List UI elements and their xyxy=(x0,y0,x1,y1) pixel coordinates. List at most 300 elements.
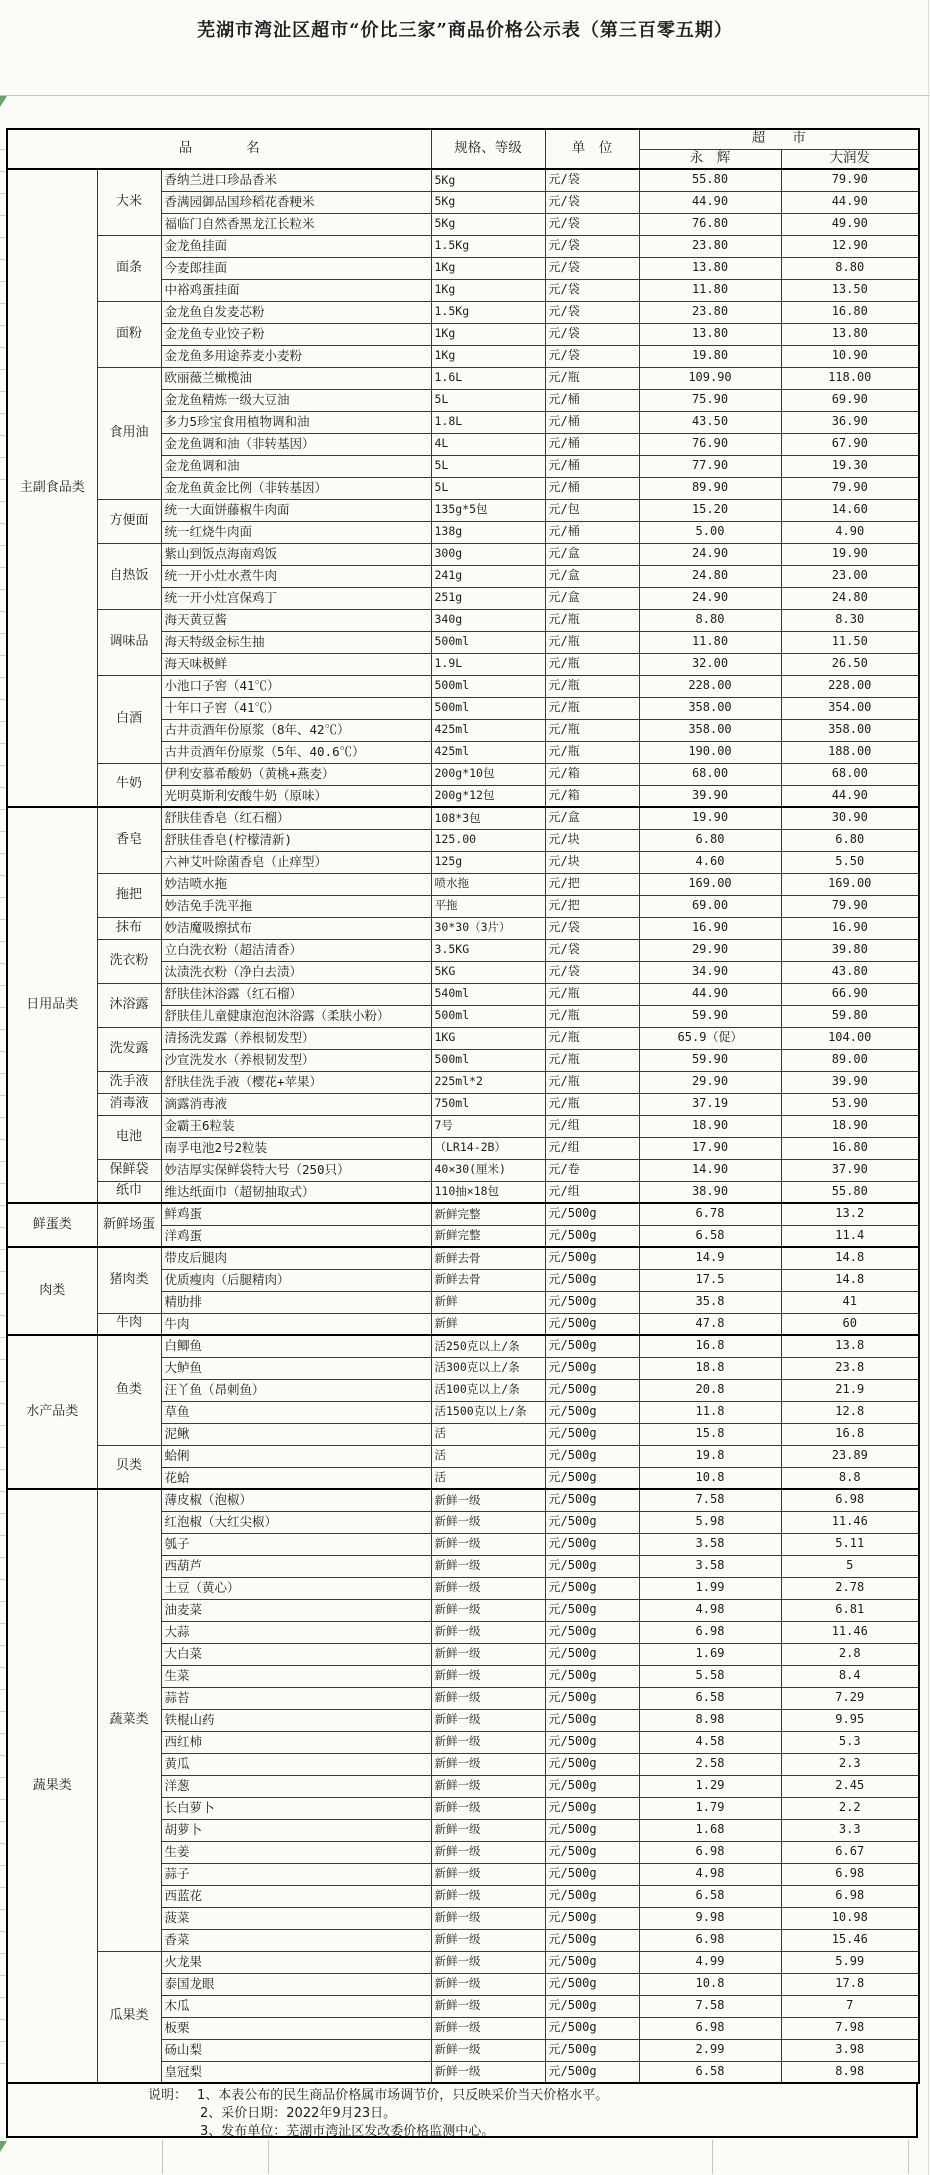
header-row-1 xyxy=(7,129,919,149)
price-cell-darunfa: 16.80 xyxy=(781,1137,919,1159)
price-cell-yonghui: 11.8 xyxy=(639,1401,781,1423)
price-cell-yonghui: 29.90 xyxy=(639,939,781,961)
spec-cell: 340g xyxy=(431,609,545,631)
notes-block xyxy=(6,2082,918,2138)
price-cell-darunfa: 39.90 xyxy=(781,1071,919,1093)
item-name-cell: 瓠子 xyxy=(161,1533,431,1555)
spec-cell: 750ml xyxy=(431,1093,545,1115)
item-name-cell: 妙洁喷水拖 xyxy=(161,873,431,895)
price-cell-yonghui: 14.90 xyxy=(639,1159,781,1181)
price-cell-yonghui: 59.90 xyxy=(639,1005,781,1027)
price-cell-yonghui: 19.80 xyxy=(639,345,781,367)
item-name-cell: 金龙鱼自发麦芯粉 xyxy=(161,301,431,323)
price-cell-yonghui: 15.20 xyxy=(639,499,781,521)
unit-cell: 元/盒 xyxy=(545,565,639,587)
price-cell-yonghui: 6.98 xyxy=(639,1841,781,1863)
unit-cell: 元/桶 xyxy=(545,433,639,455)
green-corner-mark xyxy=(0,96,7,107)
unit-cell: 元/瓶 xyxy=(545,983,639,1005)
spec-cell: 500ml xyxy=(431,1049,545,1071)
price-cell-yonghui: 17.5 xyxy=(639,1269,781,1291)
subcategory-cell: 贝类 xyxy=(97,1445,161,1489)
spec-cell: 新鲜一级 xyxy=(431,1489,545,1511)
header-store-darunfa: 大润发 xyxy=(781,149,919,169)
unit-cell: 元/盒 xyxy=(545,807,639,829)
subcategory-cell: 蔬菜类 xyxy=(97,1489,161,1951)
subcategory-cell: 抹布 xyxy=(97,917,161,939)
spec-cell: 新鲜一级 xyxy=(431,1995,545,2017)
price-cell-yonghui: 5.00 xyxy=(639,521,781,543)
spec-cell: 241g xyxy=(431,565,545,587)
unit-cell: 元/瓶 xyxy=(545,1027,639,1049)
price-cell-darunfa: 9.95 xyxy=(781,1709,919,1731)
price-cell-darunfa: 36.90 xyxy=(781,411,919,433)
price-cell-darunfa: 44.90 xyxy=(781,785,919,807)
unit-cell: 元/500g xyxy=(545,1489,639,1511)
item-name-cell: 汰渍洗衣粉（净白去渍） xyxy=(161,961,431,983)
table-row xyxy=(7,301,919,323)
item-name-cell: 统一大面饼藤椒牛肉面 xyxy=(161,499,431,521)
price-cell-yonghui: 77.90 xyxy=(639,455,781,477)
unit-cell: 元/500g xyxy=(545,1423,639,1445)
price-cell-darunfa: 79.90 xyxy=(781,895,919,917)
table-row xyxy=(7,1445,919,1467)
item-name-cell: 清扬洗发露（养根韧发型） xyxy=(161,1027,431,1049)
item-name-cell: 舒肤佳香皂(柠檬清新) xyxy=(161,829,431,851)
price-cell-yonghui: 3.58 xyxy=(639,1555,781,1577)
unit-cell: 元/袋 xyxy=(545,323,639,345)
unit-cell: 元/袋 xyxy=(545,213,639,235)
item-name-cell: 薄皮椒（泡椒） xyxy=(161,1489,431,1511)
price-cell-darunfa: 15.46 xyxy=(781,1929,919,1951)
price-cell-darunfa: 8.8 xyxy=(781,1467,919,1489)
item-name-cell: 海天特级金标生抽 xyxy=(161,631,431,653)
price-cell-yonghui: 29.90 xyxy=(639,1071,781,1093)
table-row xyxy=(7,1951,919,1973)
price-cell-darunfa: 2.8 xyxy=(781,1643,919,1665)
price-cell-darunfa: 3.98 xyxy=(781,2039,919,2061)
price-cell-darunfa: 23.8 xyxy=(781,1357,919,1379)
unit-cell: 元/盒 xyxy=(545,587,639,609)
price-cell-yonghui: 4.98 xyxy=(639,1863,781,1885)
price-cell-darunfa: 16.90 xyxy=(781,917,919,939)
item-name-cell: 汪丫鱼（昂刺鱼） xyxy=(161,1379,431,1401)
item-name-cell: 立白洗衣粉（超洁清香） xyxy=(161,939,431,961)
spec-cell: 活1500克以上/条 xyxy=(431,1401,545,1423)
subcategory-cell: 电池 xyxy=(97,1115,161,1159)
spec-cell: 新鲜一级 xyxy=(431,1929,545,1951)
price-cell-darunfa: 11.50 xyxy=(781,631,919,653)
item-name-cell: 香菜 xyxy=(161,1929,431,1951)
price-cell-yonghui: 44.90 xyxy=(639,983,781,1005)
price-cell-yonghui: 8.80 xyxy=(639,609,781,631)
price-cell-yonghui: 24.80 xyxy=(639,565,781,587)
sheet-row-divider xyxy=(0,95,930,96)
price-cell-darunfa: 12.8 xyxy=(781,1401,919,1423)
price-cell-yonghui: 1.68 xyxy=(639,1819,781,1841)
item-name-cell: 统一开小灶宫保鸡丁 xyxy=(161,587,431,609)
price-cell-yonghui: 6.58 xyxy=(639,1687,781,1709)
item-name-cell: 香满园御品国珍稻花香粳米 xyxy=(161,191,431,213)
price-cell-darunfa: 6.98 xyxy=(781,1863,919,1885)
price-cell-darunfa: 5.3 xyxy=(781,1731,919,1753)
spec-cell: 活 xyxy=(431,1445,545,1467)
unit-cell: 元/桶 xyxy=(545,477,639,499)
unit-cell: 元/500g xyxy=(545,1533,639,1555)
unit-cell: 元/桶 xyxy=(545,389,639,411)
spec-cell: 新鲜一级 xyxy=(431,2061,545,2083)
unit-cell: 元/500g xyxy=(545,1995,639,2017)
note-line: 2、采价日期：2022年9月23日。 xyxy=(200,2106,397,2121)
price-cell-yonghui: 23.80 xyxy=(639,301,781,323)
unit-cell: 元/500g xyxy=(545,1797,639,1819)
price-cell-darunfa: 4.90 xyxy=(781,521,919,543)
item-name-cell: 生姜 xyxy=(161,1841,431,1863)
item-name-cell: 金龙鱼专业饺子粉 xyxy=(161,323,431,345)
spec-cell: 5Kg xyxy=(431,191,545,213)
item-name-cell: 欧丽薇兰橄榄油 xyxy=(161,367,431,389)
item-name-cell: 西红柿 xyxy=(161,1731,431,1753)
spec-cell: 新鲜一级 xyxy=(431,1665,545,1687)
item-name-cell: 伊利安慕希酸奶（黄桃+燕麦） xyxy=(161,763,431,785)
subcategory-cell: 沐浴露 xyxy=(97,983,161,1027)
spec-cell: 5L xyxy=(431,477,545,499)
price-cell-yonghui: 7.58 xyxy=(639,1995,781,2017)
table-row xyxy=(7,499,919,521)
table-row xyxy=(7,873,919,895)
spec-cell: 活300克以上/条 xyxy=(431,1357,545,1379)
green-corner-mark xyxy=(0,2141,7,2152)
table-row xyxy=(7,1115,919,1137)
unit-cell: 元/500g xyxy=(545,1247,639,1269)
price-cell-yonghui: 6.58 xyxy=(639,1225,781,1247)
table-row xyxy=(7,1247,919,1269)
item-name-cell: 花蛤 xyxy=(161,1467,431,1489)
price-cell-yonghui: 4.99 xyxy=(639,1951,781,1973)
item-name-cell: 光明莫斯利安酸牛奶（原味） xyxy=(161,785,431,807)
item-name-cell: 西葫芦 xyxy=(161,1555,431,1577)
unit-cell: 元/500g xyxy=(545,1269,639,1291)
item-name-cell: 大蒜 xyxy=(161,1621,431,1643)
price-cell-yonghui: 13.80 xyxy=(639,323,781,345)
price-cell-yonghui: 59.90 xyxy=(639,1049,781,1071)
item-name-cell: 金龙鱼黄金比例（非转基因） xyxy=(161,477,431,499)
spec-cell: （LR14-2B） xyxy=(431,1137,545,1159)
item-name-cell: 古井贡酒年份原浆（8年、42℃） xyxy=(161,719,431,741)
item-name-cell: 蒜苔 xyxy=(161,1687,431,1709)
subcategory-cell: 洗衣粉 xyxy=(97,939,161,983)
item-name-cell: 南孚电池2号2粒装 xyxy=(161,1137,431,1159)
unit-cell: 元/500g xyxy=(545,1775,639,1797)
unit-cell: 元/500g xyxy=(545,1731,639,1753)
item-name-cell: 妙洁魔吸擦拭布 xyxy=(161,917,431,939)
unit-cell: 元/500g xyxy=(545,1753,639,1775)
spec-cell: 新鲜一级 xyxy=(431,2017,545,2039)
subcategory-cell: 消毒液 xyxy=(97,1093,161,1115)
item-name-cell: 古井贡酒年份原浆（5年、40.6℃） xyxy=(161,741,431,763)
unit-cell: 元/500g xyxy=(545,1555,639,1577)
spec-cell: 新鲜一级 xyxy=(431,1753,545,1775)
header-product-name: 品 名 xyxy=(7,129,431,169)
item-name-cell: 泰国龙眼 xyxy=(161,1973,431,1995)
unit-cell: 元/瓶 xyxy=(545,1071,639,1093)
price-cell-darunfa: 18.90 xyxy=(781,1115,919,1137)
category-cell: 肉类 xyxy=(7,1247,97,1335)
spec-cell: 5L xyxy=(431,455,545,477)
item-name-cell: 金龙鱼多用途荞麦小麦粉 xyxy=(161,345,431,367)
unit-cell: 元/500g xyxy=(545,1973,639,1995)
price-cell-darunfa: 10.90 xyxy=(781,345,919,367)
price-cell-darunfa: 14.60 xyxy=(781,499,919,521)
price-cell-darunfa: 8.4 xyxy=(781,1665,919,1687)
price-cell-darunfa: 23.89 xyxy=(781,1445,919,1467)
spec-cell: 125.00 xyxy=(431,829,545,851)
price-cell-yonghui: 5.58 xyxy=(639,1665,781,1687)
price-cell-yonghui: 76.80 xyxy=(639,213,781,235)
unit-cell: 元/500g xyxy=(545,1929,639,1951)
spec-cell: 新鲜一级 xyxy=(431,1907,545,1929)
grid-stub xyxy=(908,2140,909,2174)
price-cell-darunfa: 10.98 xyxy=(781,1907,919,1929)
price-cell-yonghui: 5.98 xyxy=(639,1511,781,1533)
grid-stub xyxy=(268,2140,269,2174)
price-cell-yonghui: 89.90 xyxy=(639,477,781,499)
item-name-cell: 金龙鱼挂面 xyxy=(161,235,431,257)
price-cell-yonghui: 68.00 xyxy=(639,763,781,785)
table-row xyxy=(7,235,919,257)
price-cell-darunfa: 13.80 xyxy=(781,323,919,345)
price-cell-yonghui: 76.90 xyxy=(639,433,781,455)
table-row xyxy=(7,1159,919,1181)
item-name-cell: 洋葱 xyxy=(161,1775,431,1797)
price-cell-yonghui: 2.99 xyxy=(639,2039,781,2061)
spec-cell: 3.5KG xyxy=(431,939,545,961)
item-name-cell: 大白菜 xyxy=(161,1643,431,1665)
price-cell-yonghui: 228.00 xyxy=(639,675,781,697)
price-cell-darunfa: 11.46 xyxy=(781,1511,919,1533)
item-name-cell: 草鱼 xyxy=(161,1401,431,1423)
spec-cell: 200g*10包 xyxy=(431,763,545,785)
spec-cell: 30*30（3片） xyxy=(431,917,545,939)
item-name-cell: 金龙鱼调和油 xyxy=(161,455,431,477)
subcategory-cell: 拖把 xyxy=(97,873,161,917)
price-cell-yonghui: 1.79 xyxy=(639,1797,781,1819)
unit-cell: 元/组 xyxy=(545,1137,639,1159)
unit-cell: 元/500g xyxy=(545,1335,639,1357)
item-name-cell: 土豆（黄心） xyxy=(161,1577,431,1599)
table-row xyxy=(7,917,919,939)
price-cell-darunfa: 6.67 xyxy=(781,1841,919,1863)
spec-cell: 5L xyxy=(431,389,545,411)
price-cell-darunfa: 118.00 xyxy=(781,367,919,389)
item-name-cell: 六神艾叶除菌香皂（止痒型） xyxy=(161,851,431,873)
table-row xyxy=(7,675,919,697)
table-row xyxy=(7,939,919,961)
item-name-cell: 海天黄豆酱 xyxy=(161,609,431,631)
spec-cell: 1Kg xyxy=(431,257,545,279)
unit-cell: 元/500g xyxy=(545,1225,639,1247)
price-cell-yonghui: 10.8 xyxy=(639,1973,781,1995)
subcategory-cell: 面条 xyxy=(97,235,161,301)
spec-cell: 251g xyxy=(431,587,545,609)
spec-cell: 425ml xyxy=(431,741,545,763)
price-cell-darunfa: 13.2 xyxy=(781,1203,919,1225)
price-cell-darunfa: 23.00 xyxy=(781,565,919,587)
spec-cell: 新鲜完整 xyxy=(431,1225,545,1247)
spec-cell: 1Kg xyxy=(431,279,545,301)
price-cell-yonghui: 190.00 xyxy=(639,741,781,763)
item-name-cell: 舒肤佳沐浴露（红石榴） xyxy=(161,983,431,1005)
price-cell-yonghui: 13.80 xyxy=(639,257,781,279)
price-cell-darunfa: 354.00 xyxy=(781,697,919,719)
price-cell-darunfa: 41 xyxy=(781,1291,919,1313)
price-cell-darunfa: 67.90 xyxy=(781,433,919,455)
price-cell-darunfa: 2.2 xyxy=(781,1797,919,1819)
spec-cell: 425ml xyxy=(431,719,545,741)
unit-cell: 元/盒 xyxy=(545,543,639,565)
price-cell-yonghui: 10.8 xyxy=(639,1467,781,1489)
price-cell-yonghui: 6.80 xyxy=(639,829,781,851)
item-name-cell: 优质瘦肉（后腿精肉） xyxy=(161,1269,431,1291)
spec-cell: 1KG xyxy=(431,1027,545,1049)
price-cell-yonghui: 19.90 xyxy=(639,807,781,829)
price-cell-yonghui: 6.78 xyxy=(639,1203,781,1225)
table-row xyxy=(7,763,919,785)
unit-cell: 元/袋 xyxy=(545,235,639,257)
item-name-cell: 中裕鸡蛋挂面 xyxy=(161,279,431,301)
unit-cell: 元/500g xyxy=(545,1313,639,1335)
item-name-cell: 金龙鱼精炼一级大豆油 xyxy=(161,389,431,411)
spec-cell: 1Kg xyxy=(431,345,545,367)
price-cell-yonghui: 109.90 xyxy=(639,367,781,389)
spec-cell: 新鲜一级 xyxy=(431,1621,545,1643)
spec-cell: 新鲜一级 xyxy=(431,1951,545,1973)
price-cell-darunfa: 59.80 xyxy=(781,1005,919,1027)
price-cell-yonghui: 358.00 xyxy=(639,697,781,719)
unit-cell: 元/500g xyxy=(545,1379,639,1401)
unit-cell: 元/袋 xyxy=(545,257,639,279)
table-row xyxy=(7,1335,919,1357)
unit-cell: 元/500g xyxy=(545,1467,639,1489)
unit-cell: 元/组 xyxy=(545,1115,639,1137)
table-row xyxy=(7,1093,919,1115)
spec-cell: 新鲜一级 xyxy=(431,1775,545,1797)
price-cell-yonghui: 11.80 xyxy=(639,279,781,301)
spec-cell: 新鲜完整 xyxy=(431,1203,545,1225)
price-cell-yonghui: 8.98 xyxy=(639,1709,781,1731)
price-cell-yonghui: 32.00 xyxy=(639,653,781,675)
subcategory-cell: 牛奶 xyxy=(97,763,161,807)
price-cell-darunfa: 8.30 xyxy=(781,609,919,631)
spec-cell: 540ml xyxy=(431,983,545,1005)
spec-cell: 新鲜去骨 xyxy=(431,1247,545,1269)
price-cell-darunfa: 55.80 xyxy=(781,1181,919,1203)
spec-cell: 平拖 xyxy=(431,895,545,917)
item-name-cell: 菠菜 xyxy=(161,1907,431,1929)
price-cell-yonghui: 7.58 xyxy=(639,1489,781,1511)
item-name-cell: 带皮后腿肉 xyxy=(161,1247,431,1269)
spec-cell: 500ml xyxy=(431,1005,545,1027)
item-name-cell: 红泡椒（大红尖椒） xyxy=(161,1511,431,1533)
price-cell-yonghui: 4.98 xyxy=(639,1599,781,1621)
item-name-cell: 长白萝卜 xyxy=(161,1797,431,1819)
price-cell-darunfa: 13.50 xyxy=(781,279,919,301)
price-cell-darunfa: 14.8 xyxy=(781,1247,919,1269)
header-supermarket: 超 市 xyxy=(639,129,919,149)
item-name-cell: 十年口子窖（41℃） xyxy=(161,697,431,719)
subcategory-cell: 猪肉类 xyxy=(97,1247,161,1313)
price-cell-yonghui: 6.98 xyxy=(639,2017,781,2039)
spec-cell: 1Kg xyxy=(431,323,545,345)
price-cell-yonghui: 44.90 xyxy=(639,191,781,213)
subcategory-cell: 调味品 xyxy=(97,609,161,675)
price-cell-darunfa: 79.90 xyxy=(781,169,919,191)
unit-cell: 元/500g xyxy=(545,1951,639,1973)
item-name-cell: 维达纸面巾（超韧抽取式） xyxy=(161,1181,431,1203)
subcategory-cell: 大米 xyxy=(97,169,161,235)
unit-cell: 元/500g xyxy=(545,1511,639,1533)
price-cell-darunfa: 8.80 xyxy=(781,257,919,279)
price-cell-darunfa: 11.4 xyxy=(781,1225,919,1247)
price-cell-yonghui: 17.90 xyxy=(639,1137,781,1159)
subcategory-cell: 新鲜场蛋 xyxy=(97,1203,161,1247)
price-cell-darunfa: 16.80 xyxy=(781,301,919,323)
price-cell-yonghui: 55.80 xyxy=(639,169,781,191)
item-name-cell: 油麦菜 xyxy=(161,1599,431,1621)
price-cell-yonghui: 20.8 xyxy=(639,1379,781,1401)
unit-cell: 元/袋 xyxy=(545,191,639,213)
unit-cell: 元/瓶 xyxy=(545,609,639,631)
price-cell-darunfa: 2.45 xyxy=(781,1775,919,1797)
price-cell-darunfa: 14.8 xyxy=(781,1269,919,1291)
item-name-cell: 胡萝卜 xyxy=(161,1819,431,1841)
price-cell-darunfa: 66.90 xyxy=(781,983,919,1005)
price-cell-darunfa: 16.8 xyxy=(781,1423,919,1445)
price-cell-darunfa: 7.98 xyxy=(781,2017,919,2039)
spec-cell: 138g xyxy=(431,521,545,543)
item-name-cell: 金龙鱼调和油（非转基因） xyxy=(161,433,431,455)
item-name-cell: 妙洁免手洗平拖 xyxy=(161,895,431,917)
price-cell-darunfa: 79.90 xyxy=(781,477,919,499)
subcategory-cell: 洗手液 xyxy=(97,1071,161,1093)
price-cell-darunfa: 49.90 xyxy=(781,213,919,235)
spec-cell: 40×30(厘米) xyxy=(431,1159,545,1181)
price-cell-yonghui: 4.60 xyxy=(639,851,781,873)
price-cell-yonghui: 11.80 xyxy=(639,631,781,653)
header-unit: 单 位 xyxy=(545,129,639,169)
unit-cell: 元/箱 xyxy=(545,763,639,785)
spec-cell: 新鲜一级 xyxy=(431,1885,545,1907)
price-cell-darunfa: 169.00 xyxy=(781,873,919,895)
category-cell: 蔬果类 xyxy=(7,1489,97,2083)
table-row xyxy=(7,543,919,565)
table-header xyxy=(7,129,919,169)
item-name-cell: 皇冠梨 xyxy=(161,2061,431,2083)
item-name-cell: 滴露消毒液 xyxy=(161,1093,431,1115)
item-name-cell: 生菜 xyxy=(161,1665,431,1687)
spec-cell: 5Kg xyxy=(431,169,545,191)
category-cell: 日用品类 xyxy=(7,807,97,1203)
item-name-cell: 洋鸡蛋 xyxy=(161,1225,431,1247)
price-cell-darunfa: 228.00 xyxy=(781,675,919,697)
subcategory-cell: 保鲜袋 xyxy=(97,1159,161,1181)
spec-cell: 110抽×18包 xyxy=(431,1181,545,1203)
item-name-cell: 妙洁厚实保鲜袋特大号（250只） xyxy=(161,1159,431,1181)
price-cell-yonghui: 24.90 xyxy=(639,543,781,565)
subcategory-cell: 面粉 xyxy=(97,301,161,367)
spec-cell: 新鲜一级 xyxy=(431,1511,545,1533)
table-row xyxy=(7,1181,919,1203)
